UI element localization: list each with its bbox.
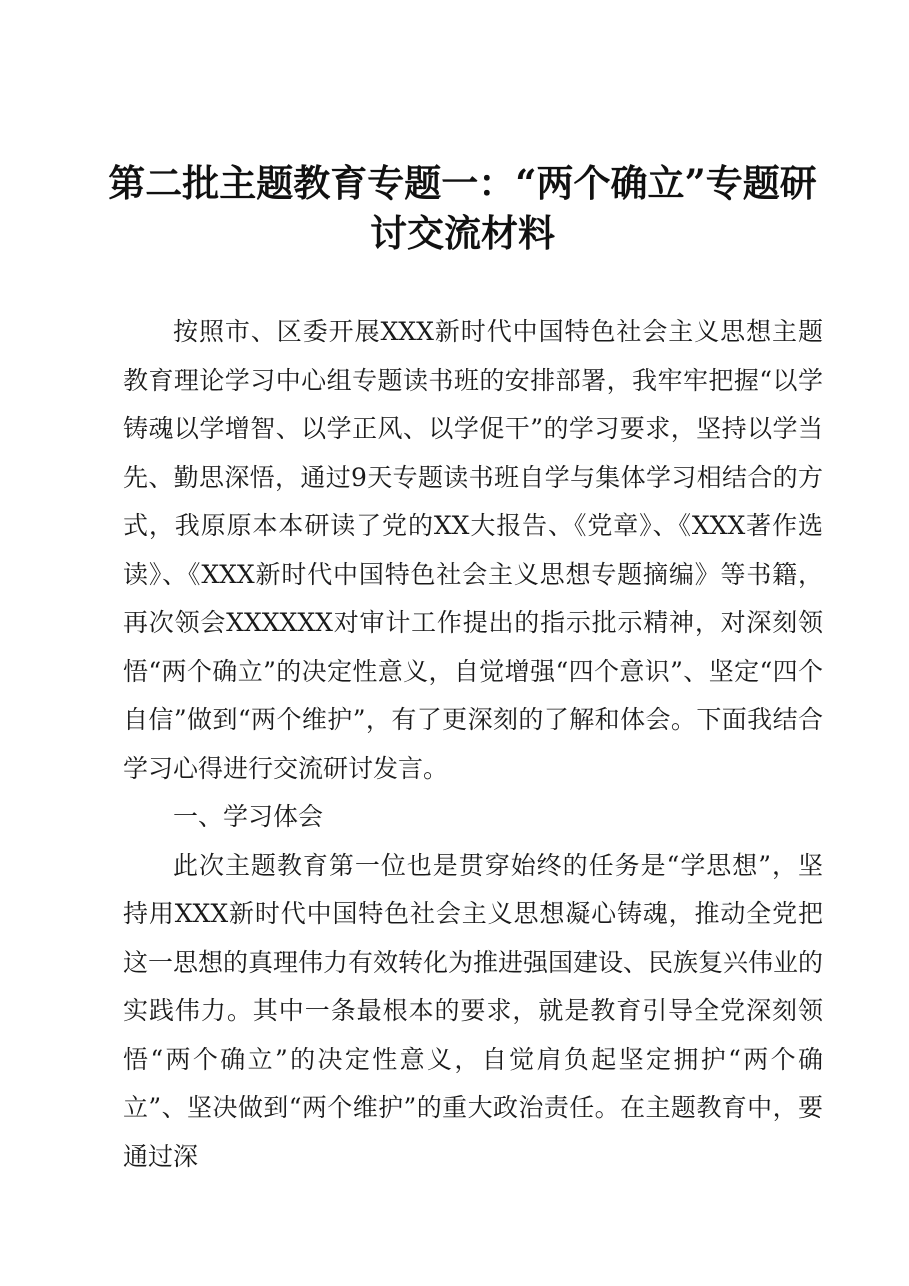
section-heading: 一、学习体会 bbox=[173, 802, 324, 831]
intro-paragraph: 按照市、区委开展XXX新时代中国特色社会主义思想主题教育理论学习中心组专题读书班的安排部署，我牢牢把握“以学铸魂以学增智、以学正风、以学促干”的学习要求，坚持以学当先、勤思深悟，通过9天专题读书班自学与集体学习相结合的方式，我原原本本研读了党的XX大报告、《党章》、《XXX著作选读》、《XXX新时代中国特色社会主义思想专题摘编》等书籍，再次领会XXXXXX对审计工作提出的指示批示精神，对深刻领悟“两个确立”的决定性意义，自觉增强“四个意识”、坚定“四个自信”做到“两个维护”，有了更深刻的了解和体会。下面我结合学习心得进行交流研讨发言。 bbox=[123, 317, 823, 783]
body-paragraph: 此次主题教育第一位也是贯穿始终的任务是“学思想”，坚持用XXX新时代中国特色社会主义思想凝心铸魂，推动全党把这一思想的真理伟力有效转化为推进强国建设、民族复兴伟业的实践伟力。其中一条最根本的要求，就是教育引导全党深刻领悟“两个确立”的决定性意义，自觉肩负起坚定拥护“两个确立”、坚决做到“两个维护”的重大政治责任。在主题教育中，要通过深 bbox=[123, 850, 824, 1171]
document-title: 第二批主题教育专题一：“两个确立”专题研讨交流材料 bbox=[108, 161, 817, 255]
document-body bbox=[123, 308, 823, 1181]
